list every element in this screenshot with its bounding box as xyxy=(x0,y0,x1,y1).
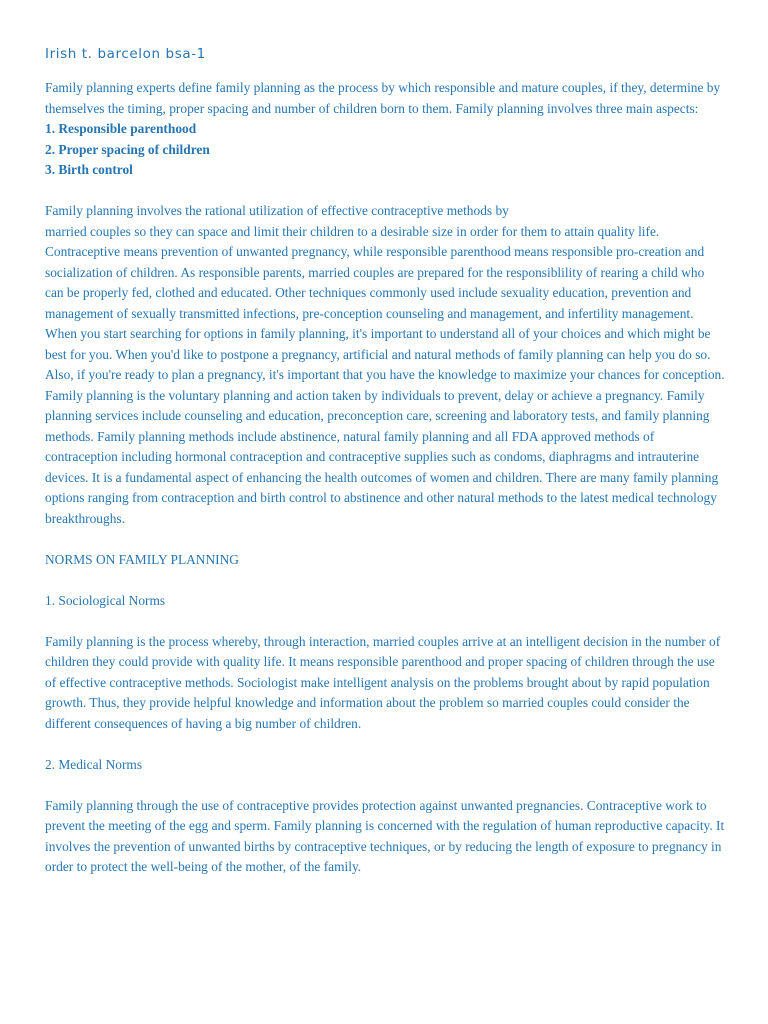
spacer xyxy=(45,570,725,591)
aspects-list xyxy=(45,119,725,181)
medical-norms-heading: 2. Medical Norms xyxy=(45,756,143,772)
document-page xyxy=(45,44,725,878)
medical-norms-paragraph: Family planning through the use of contraceptive provides protection against unwanted pregnancies. Contraceptive work to prevent the meeting of the egg and sperm. Family planning is concerned with the regulation of human reproductive capacity. It involves the prevention of unwanted births by contraceptive techniques, or by reducing the length of exposure to pregnancy in order to protect the well-being of the mother, of the family. xyxy=(45,797,725,874)
paragraph-2-line-1: Family planning involves the rational utilization of effective contraceptive methods by xyxy=(45,203,509,218)
norms-heading: NORMS ON FAMILY PLANNING xyxy=(45,551,239,567)
aspect-item-proper-spacing: 2. Proper spacing of children xyxy=(45,141,210,157)
paragraph-2-body: married couples so they can space and limit their children to a desirable size in order for them to attain quality life. Contraceptive means prevention of unwanted pregnancy, while responsible parenthood means responsible pro-creation and socialization of children. As responsible parents, married couples are prepared for the responsiblility of rearing a child who can be properly fed, clothed and educated. Other techniques commonly used include sexuality education, prevention and management of sexually transmitted infections, pre-conception counseling and management, and infertility management. When you start searching for options in family planning, it's important to understand all of your choices and which might be best for you. When you'd like to postpone a pregnancy, artificial and natural methods of family planning can help you do so. Also, if you're ready to plan a pregnancy, it's important that you have the knowledge to maximize your chances for conception. Family planning is the voluntary planning and action taken by individuals to prevent, delay or achieve a pregnancy. Family planning services include counseling and education, preconception care, screening and laboratory tests, and family planning methods. Family planning methods include abstinence, natural family planning and all FDA approved methods of contraception including hormonal contraception and contraceptive supplies such as condoms, diaphragms and intrauterine devices. It is a fundamental aspect of enhancing the health outcomes of women and children. There are many family planning options ranging from contraception and birth control to abstinence and other natural methods to the latest medical technology breakthroughs. xyxy=(45,223,725,526)
aspect-item-responsible-parenthood: 1. Responsible parenthood xyxy=(45,121,197,136)
aspect-item-birth-control: 3. Birth control xyxy=(45,162,133,177)
sociological-norms-heading: 1. Sociological Norms xyxy=(45,592,166,608)
spacer xyxy=(45,181,725,202)
author-line: Irish t. barcelon bsa-1 xyxy=(45,46,206,62)
sociological-norms-paragraph: Family planning is the process whereby, through interaction, married couples arrive at an intelligent decision in the number of children they could provide with quality life. It means responsible parenthood and proper spacing of children through the use of effective contraceptive methods. Sociologist make intelligent analysis on the problems brought about by rapid population growth. Thus, they provide helpful knowledge and information about the problem so married couples could consider the different consequences of having a big number of children. xyxy=(45,633,721,731)
intro-paragraph: Family planning experts define family planning as the process by which responsible and mature couples, if they, determine by themselves the timing, proper spacing and number of children born to them. Family planning involves three main aspects: xyxy=(45,80,721,116)
spacer xyxy=(45,734,725,755)
spacer xyxy=(45,611,725,632)
spacer xyxy=(45,775,725,796)
spacer xyxy=(45,529,725,550)
